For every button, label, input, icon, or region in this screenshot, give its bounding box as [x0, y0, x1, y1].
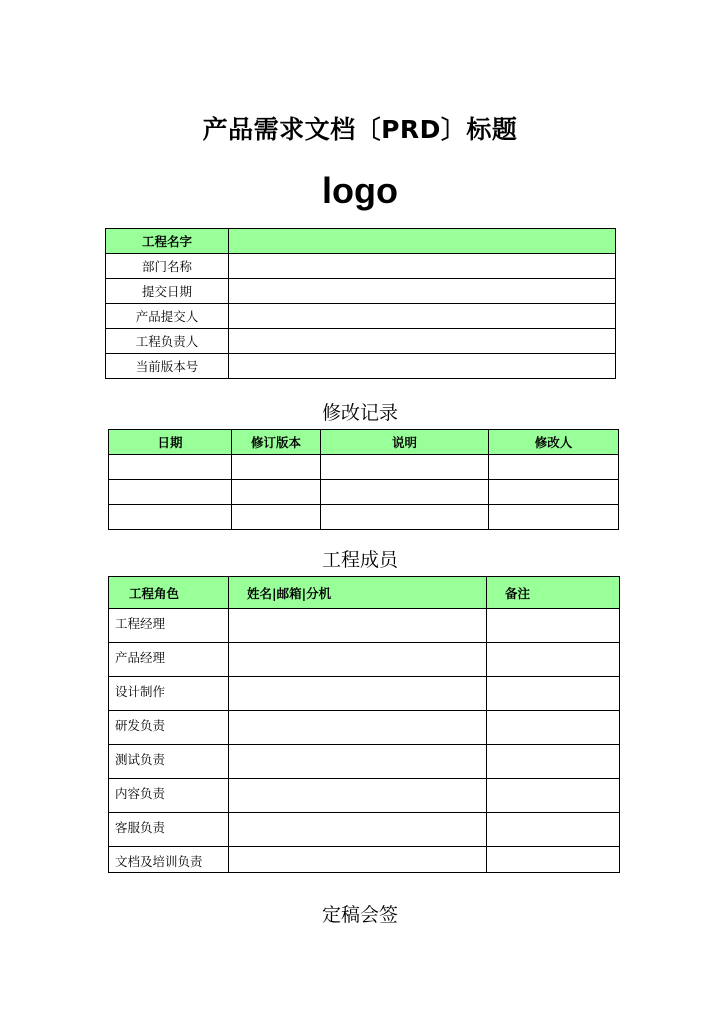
table-row	[109, 455, 619, 480]
member-contact-cell[interactable]	[229, 711, 487, 745]
member-row	[109, 711, 620, 745]
project-name-value[interactable]	[229, 229, 616, 254]
info-row-value[interactable]	[229, 279, 616, 304]
member-contact-cell[interactable]	[229, 677, 487, 711]
info-header-row	[106, 229, 616, 254]
member-notes-cell[interactable]	[487, 609, 620, 643]
table-cell[interactable]	[232, 455, 321, 480]
member-contact-cell[interactable]	[229, 745, 487, 779]
member-notes-cell[interactable]	[487, 745, 620, 779]
table-cell[interactable]	[109, 455, 232, 480]
document-title: 产品需求文档〔PRD〕标题	[202, 115, 518, 144]
column-header-date: 日期	[109, 430, 232, 455]
column-header-role: 工程角色	[109, 577, 229, 609]
column-header-contact: 姓名|邮箱|分机	[229, 577, 487, 609]
members-heading: 工程成员	[321, 549, 398, 571]
info-row-label: 提交日期	[106, 279, 229, 304]
column-header-modifier: 修改人	[489, 430, 619, 455]
info-row	[106, 329, 616, 354]
table-cell[interactable]	[109, 505, 232, 530]
member-contact-cell[interactable]	[229, 847, 487, 873]
info-row	[106, 254, 616, 279]
member-contact-cell[interactable]	[229, 643, 487, 677]
member-notes-cell[interactable]	[487, 847, 620, 873]
column-header-notes: 备注	[487, 577, 620, 609]
info-row-label: 产品提交人	[106, 304, 229, 329]
member-notes-cell[interactable]	[487, 779, 620, 813]
revision-header-row	[109, 430, 619, 455]
info-row-value[interactable]	[229, 354, 616, 379]
info-row-value[interactable]	[229, 304, 616, 329]
member-role: 产品经理	[109, 643, 229, 677]
column-header-version: 修订版本	[232, 430, 321, 455]
info-row	[106, 304, 616, 329]
member-notes-cell[interactable]	[487, 643, 620, 677]
info-row-value[interactable]	[229, 254, 616, 279]
info-row-value[interactable]	[229, 329, 616, 354]
revision-heading: 修改记录	[321, 402, 398, 424]
member-row	[109, 609, 620, 643]
member-notes-cell[interactable]	[487, 813, 620, 847]
project-info-table	[105, 228, 616, 379]
member-role: 工程经理	[109, 609, 229, 643]
table-cell[interactable]	[232, 480, 321, 505]
member-role: 内容负责	[109, 779, 229, 813]
member-role: 设计制作	[109, 677, 229, 711]
table-cell[interactable]	[321, 455, 489, 480]
members-table	[108, 576, 620, 873]
signoff-heading: 定稿会签	[321, 904, 398, 926]
table-cell[interactable]	[489, 480, 619, 505]
member-row	[109, 643, 620, 677]
info-row-label: 部门名称	[106, 254, 229, 279]
member-row	[109, 847, 620, 873]
member-row	[109, 779, 620, 813]
table-row	[109, 505, 619, 530]
table-cell[interactable]	[232, 505, 321, 530]
member-role: 测试负责	[109, 745, 229, 779]
member-contact-cell[interactable]	[229, 779, 487, 813]
members-header-row	[109, 577, 620, 609]
member-row	[109, 745, 620, 779]
member-row	[109, 677, 620, 711]
member-role: 客服负责	[109, 813, 229, 847]
project-name-label: 工程名字	[106, 229, 229, 254]
member-notes-cell[interactable]	[487, 677, 620, 711]
table-row	[109, 480, 619, 505]
member-contact-cell[interactable]	[229, 609, 487, 643]
info-row-label: 当前版本号	[106, 354, 229, 379]
member-role: 文档及培训负责	[109, 847, 229, 873]
info-row	[106, 354, 616, 379]
revision-table	[108, 429, 619, 530]
table-cell[interactable]	[321, 480, 489, 505]
member-row	[109, 813, 620, 847]
member-contact-cell[interactable]	[229, 813, 487, 847]
table-cell[interactable]	[109, 480, 232, 505]
table-cell[interactable]	[489, 505, 619, 530]
table-cell[interactable]	[489, 455, 619, 480]
info-row-label: 工程负责人	[106, 329, 229, 354]
info-row	[106, 279, 616, 304]
table-cell[interactable]	[321, 505, 489, 530]
column-header-description: 说明	[321, 430, 489, 455]
logo-placeholder: logo	[322, 170, 398, 211]
member-role: 研发负责	[109, 711, 229, 745]
member-notes-cell[interactable]	[487, 711, 620, 745]
